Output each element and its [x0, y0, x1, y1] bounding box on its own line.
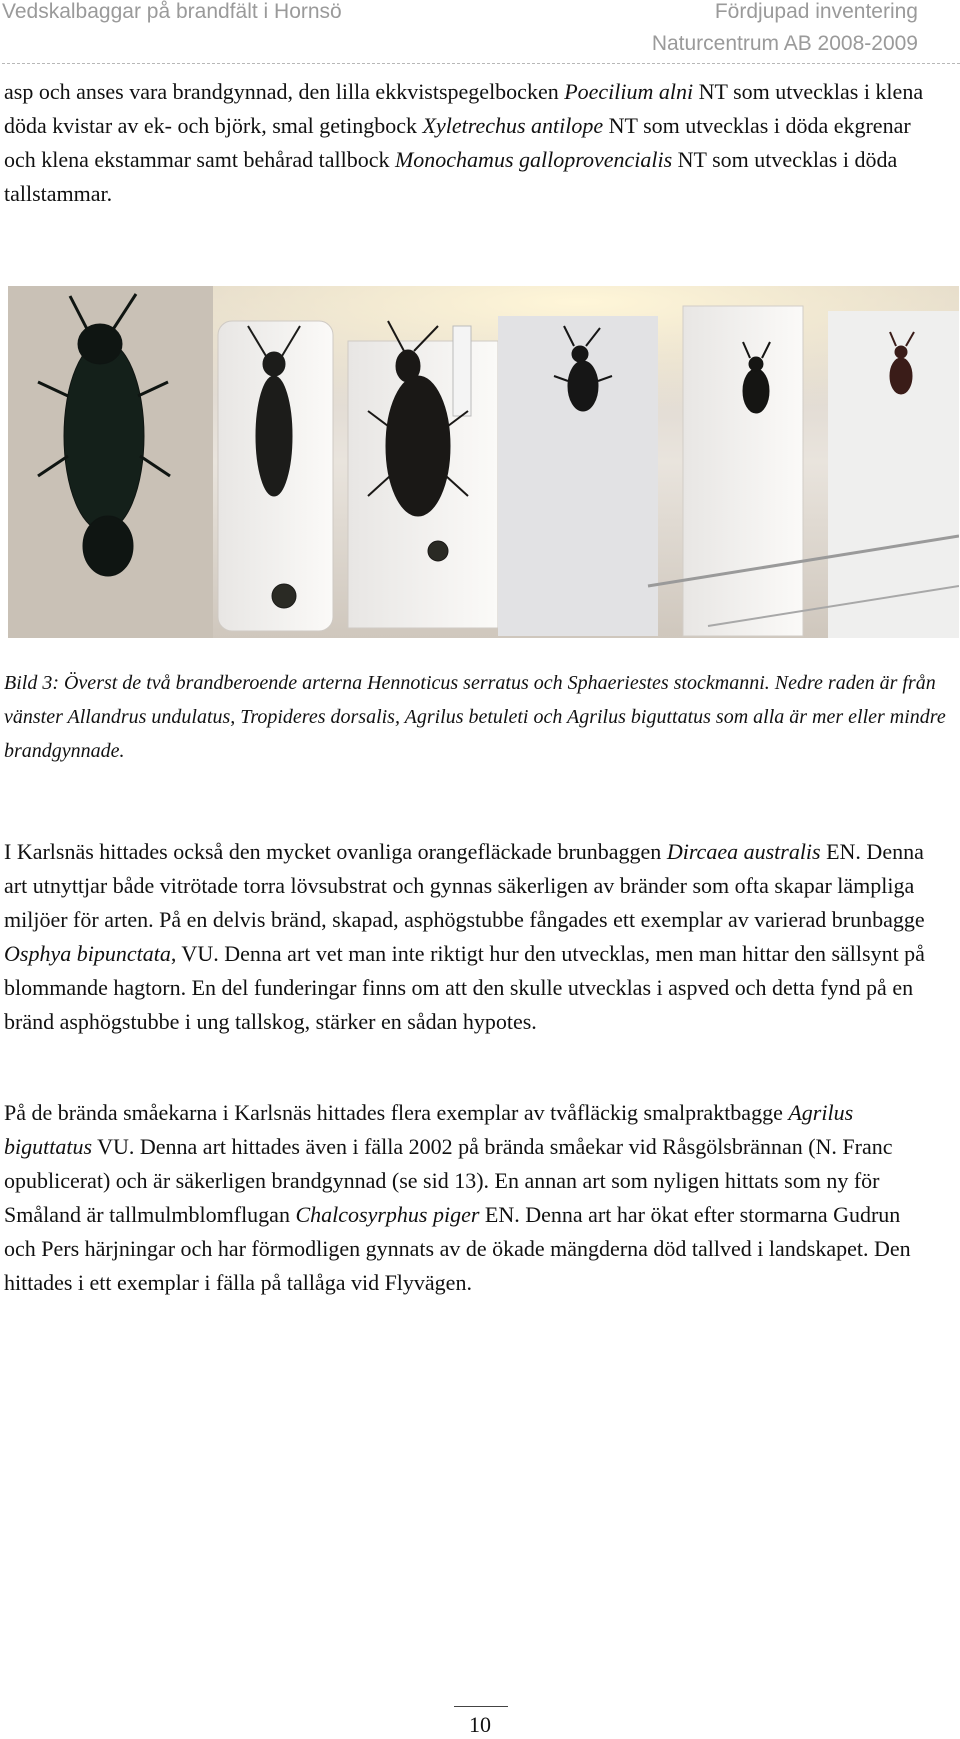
species-name: Dircaea australis	[666, 839, 821, 864]
species-name: Agrilus biguttatus	[4, 1100, 854, 1159]
paragraph-3	[4, 1096, 934, 1300]
beetle-specimens-photo	[8, 286, 959, 638]
header-title: Vedskalbaggar på brandfält i Hornsö	[2, 0, 342, 23]
species-name: Monochamus galloprovencialis	[394, 147, 673, 172]
header-subtitle: Fördjupad inventering	[714, 0, 918, 23]
header-organization: Naturcentrum AB 2008-2009	[651, 32, 918, 55]
text-run: , VU. Denna art vet man inte riktigt hur den utvecklas, men man hittar den sällsynt på blommande hagtorn. En del funderingar finns om att den skulle utvecklas i aspved och detta fynd på en bränd asphögstubbe i ung tallskog, stärker en sådan hypotes.	[4, 941, 925, 1034]
text-run: NT som utvecklas i döda ekgrenar och klena ekstammar samt behårad tallbock	[4, 113, 911, 172]
text-run: EN. Denna art utnyttjar både vitrötade torra lövsubstrat och gynnas säkerligen av bränder som ofta skapar lämpliga miljöer för arten. På en delvis bränd, skapad, asphögstubbe fångades ett exemplar av varierad brunbagge	[4, 839, 925, 932]
figure-caption: Bild 3: Överst de två brandberoende arterna Hennoticus serratus och Sphaeriestes stockmanni. Nedre raden är från vänster Allandrus undulatus, Tropideres dorsalis, Agrilus betuleti och Agrilus biguttatus som alla är mer eller mindre brandgynnade.	[4, 672, 946, 762]
page-number: 10	[469, 1712, 491, 1737]
species-name: Xyletrechus antilope	[422, 113, 604, 138]
paragraph-2	[4, 835, 934, 1039]
species-name: Osphya bipunctata	[4, 941, 171, 966]
text-run: VU. Denna art hittades även i fälla 2002 på brända småekar vid Råsgölsbrännan (N. Franc opublicerat) och är säkerligen brandgynnad (se sid 13). En annan art som nyligen hittats som ny för Småland är tallmulmblomflugan	[4, 1134, 893, 1227]
text-run: EN. Denna art har ökat efter stormarna Gudrun och Pers härjningar och har förmodligen gynnats av de ökade mängderna död tallved i landskapet. Den hittades i ett exemplar i fälla på tallåga vid Flyvägen.	[4, 1202, 911, 1295]
text-run: På de brända småekarna i Karlsnäs hittades flera exemplar av tvåfläckig smalpraktbagge	[4, 1100, 789, 1125]
species-name: Chalcosyrphus piger	[295, 1202, 480, 1227]
paragraph-1	[4, 75, 934, 211]
text-run: NT som utvecklas i klena döda kvistar av ek- och björk, smal getingbock	[4, 79, 924, 138]
species-name: Poecilium alni	[564, 79, 694, 104]
text-run: asp och anses vara brandgynnad, den lilla ekkvistspegelbocken	[4, 79, 565, 104]
text-run: NT som utvecklas i döda tallstammar.	[4, 147, 898, 206]
header-divider	[2, 63, 960, 64]
text-run: I Karlsnäs hittades också den mycket ovanliga orangefläckade brunbaggen	[4, 839, 667, 864]
footer-divider	[454, 1706, 508, 1707]
